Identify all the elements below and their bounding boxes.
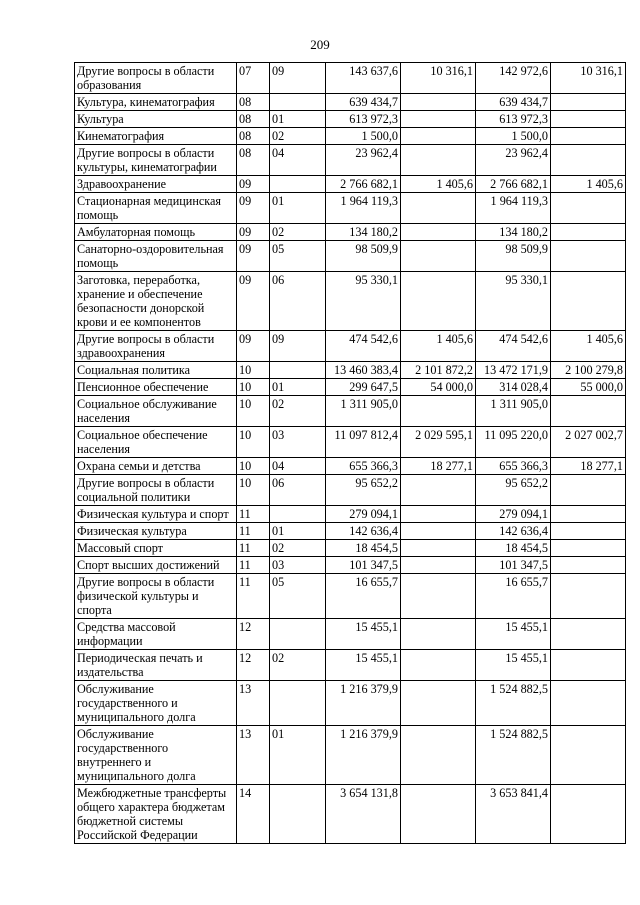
amount-col-4 bbox=[551, 557, 626, 574]
section-code: 10 bbox=[237, 379, 270, 396]
table-row bbox=[75, 557, 626, 574]
section-code: 12 bbox=[237, 619, 270, 650]
amount-col-1: 3 654 131,8 bbox=[326, 785, 401, 844]
subsection-code: 04 bbox=[270, 458, 326, 475]
amount-col-1: 639 434,7 bbox=[326, 94, 401, 111]
amount-col-2: 1 405,6 bbox=[401, 176, 476, 193]
table-row bbox=[75, 193, 626, 224]
section-code: 10 bbox=[237, 396, 270, 427]
section-code: 14 bbox=[237, 785, 270, 844]
amount-col-2 bbox=[401, 193, 476, 224]
amount-col-2: 2 101 872,2 bbox=[401, 362, 476, 379]
section-code: 08 bbox=[237, 128, 270, 145]
row-name: Другие вопросы в области культуры, кинематографии bbox=[75, 145, 237, 176]
row-name: Физическая культура и спорт bbox=[75, 506, 237, 523]
amount-col-3: 95 330,1 bbox=[476, 272, 551, 331]
amount-col-2 bbox=[401, 241, 476, 272]
amount-col-2 bbox=[401, 574, 476, 619]
amount-col-3: 1 311 905,0 bbox=[476, 396, 551, 427]
amount-col-3: 95 652,2 bbox=[476, 475, 551, 506]
section-code: 13 bbox=[237, 681, 270, 726]
amount-col-4 bbox=[551, 523, 626, 540]
amount-col-3: 3 653 841,4 bbox=[476, 785, 551, 844]
subsection-code: 01 bbox=[270, 111, 326, 128]
amount-col-1: 299 647,5 bbox=[326, 379, 401, 396]
subsection-code bbox=[270, 681, 326, 726]
amount-col-4 bbox=[551, 650, 626, 681]
page-number: 209 bbox=[310, 37, 330, 52]
amount-col-1: 23 962,4 bbox=[326, 145, 401, 176]
table-row bbox=[75, 681, 626, 726]
subsection-code: 01 bbox=[270, 193, 326, 224]
amount-col-2 bbox=[401, 540, 476, 557]
amount-col-3: 655 366,3 bbox=[476, 458, 551, 475]
table-row bbox=[75, 224, 626, 241]
row-name: Культура, кинематография bbox=[75, 94, 237, 111]
subsection-code: 06 bbox=[270, 475, 326, 506]
table-row bbox=[75, 523, 626, 540]
amount-col-1: 95 330,1 bbox=[326, 272, 401, 331]
amount-col-2 bbox=[401, 94, 476, 111]
amount-col-3: 15 455,1 bbox=[476, 650, 551, 681]
row-name: Межбюджетные трансферты общего характера бюджетам бюджетной системы Российской Федерации bbox=[75, 785, 237, 844]
amount-col-1: 1 964 119,3 bbox=[326, 193, 401, 224]
amount-col-2 bbox=[401, 785, 476, 844]
amount-col-2 bbox=[401, 111, 476, 128]
section-code: 09 bbox=[237, 224, 270, 241]
section-code: 09 bbox=[237, 331, 270, 362]
amount-col-4: 2 027 002,7 bbox=[551, 427, 626, 458]
subsection-code: 06 bbox=[270, 272, 326, 331]
amount-col-2 bbox=[401, 224, 476, 241]
amount-col-2 bbox=[401, 272, 476, 331]
table-row bbox=[75, 362, 626, 379]
row-name: Пенсионное обеспечение bbox=[75, 379, 237, 396]
amount-col-3: 639 434,7 bbox=[476, 94, 551, 111]
amount-col-2 bbox=[401, 128, 476, 145]
amount-col-4 bbox=[551, 540, 626, 557]
amount-col-3: 23 962,4 bbox=[476, 145, 551, 176]
section-code: 09 bbox=[237, 272, 270, 331]
amount-col-2 bbox=[401, 523, 476, 540]
amount-col-3: 1 524 882,5 bbox=[476, 726, 551, 785]
row-name: Другие вопросы в области здравоохранения bbox=[75, 331, 237, 362]
amount-col-2 bbox=[401, 396, 476, 427]
amount-col-4: 1 405,6 bbox=[551, 176, 626, 193]
amount-col-2: 2 029 595,1 bbox=[401, 427, 476, 458]
section-code: 09 bbox=[237, 241, 270, 272]
subsection-code: 02 bbox=[270, 224, 326, 241]
table-row bbox=[75, 396, 626, 427]
row-name: Другие вопросы в области физической культуры и спорта bbox=[75, 574, 237, 619]
amount-col-2 bbox=[401, 475, 476, 506]
row-name: Периодическая печать и издательства bbox=[75, 650, 237, 681]
amount-col-3: 474 542,6 bbox=[476, 331, 551, 362]
amount-col-1: 1 216 379,9 bbox=[326, 726, 401, 785]
amount-col-4 bbox=[551, 272, 626, 331]
amount-col-1: 1 311 905,0 bbox=[326, 396, 401, 427]
section-code: 11 bbox=[237, 557, 270, 574]
amount-col-3: 11 095 220,0 bbox=[476, 427, 551, 458]
table-row bbox=[75, 128, 626, 145]
amount-col-4 bbox=[551, 396, 626, 427]
amount-col-1: 101 347,5 bbox=[326, 557, 401, 574]
row-name: Массовый спорт bbox=[75, 540, 237, 557]
table-row bbox=[75, 331, 626, 362]
amount-col-3: 13 472 171,9 bbox=[476, 362, 551, 379]
amount-col-4 bbox=[551, 193, 626, 224]
subsection-code: 04 bbox=[270, 145, 326, 176]
subsection-code: 03 bbox=[270, 427, 326, 458]
amount-col-4: 2 100 279,8 bbox=[551, 362, 626, 379]
amount-col-3: 18 454,5 bbox=[476, 540, 551, 557]
amount-col-2 bbox=[401, 619, 476, 650]
amount-col-2: 10 316,1 bbox=[401, 63, 476, 94]
row-name: Средства массовой информации bbox=[75, 619, 237, 650]
row-name: Кинематография bbox=[75, 128, 237, 145]
amount-col-1: 13 460 383,4 bbox=[326, 362, 401, 379]
amount-col-3: 1 964 119,3 bbox=[476, 193, 551, 224]
table-row bbox=[75, 726, 626, 785]
table-row bbox=[75, 540, 626, 557]
section-code: 08 bbox=[237, 94, 270, 111]
table-row bbox=[75, 94, 626, 111]
subsection-code bbox=[270, 176, 326, 193]
subsection-code bbox=[270, 506, 326, 523]
amount-col-1: 11 097 812,4 bbox=[326, 427, 401, 458]
subsection-code: 05 bbox=[270, 241, 326, 272]
amount-col-1: 655 366,3 bbox=[326, 458, 401, 475]
amount-col-4 bbox=[551, 111, 626, 128]
section-code: 12 bbox=[237, 650, 270, 681]
section-code: 10 bbox=[237, 362, 270, 379]
subsection-code bbox=[270, 94, 326, 111]
section-code: 08 bbox=[237, 111, 270, 128]
subsection-code: 05 bbox=[270, 574, 326, 619]
subsection-code: 02 bbox=[270, 650, 326, 681]
table-row bbox=[75, 475, 626, 506]
amount-col-3: 1 500,0 bbox=[476, 128, 551, 145]
table-row bbox=[75, 458, 626, 475]
row-name: Стационарная медицинская помощь bbox=[75, 193, 237, 224]
section-code: 10 bbox=[237, 458, 270, 475]
row-name: Охрана семьи и детства bbox=[75, 458, 237, 475]
budget-table bbox=[74, 62, 626, 844]
row-name: Здравоохранение bbox=[75, 176, 237, 193]
amount-col-4 bbox=[551, 681, 626, 726]
amount-col-4 bbox=[551, 145, 626, 176]
row-name: Обслуживание государственного и муниципального долга bbox=[75, 681, 237, 726]
table-row bbox=[75, 506, 626, 523]
amount-col-1: 2 766 682,1 bbox=[326, 176, 401, 193]
amount-col-4 bbox=[551, 574, 626, 619]
amount-col-2 bbox=[401, 145, 476, 176]
amount-col-3: 279 094,1 bbox=[476, 506, 551, 523]
amount-col-1: 279 094,1 bbox=[326, 506, 401, 523]
row-name: Амбулаторная помощь bbox=[75, 224, 237, 241]
table-row bbox=[75, 619, 626, 650]
amount-col-4: 1 405,6 bbox=[551, 331, 626, 362]
section-code: 10 bbox=[237, 475, 270, 506]
row-name: Санаторно-оздоровительная помощь bbox=[75, 241, 237, 272]
row-name: Другие вопросы в области социальной политики bbox=[75, 475, 237, 506]
amount-col-2: 18 277,1 bbox=[401, 458, 476, 475]
section-code: 11 bbox=[237, 523, 270, 540]
row-name: Социальное обслуживание населения bbox=[75, 396, 237, 427]
section-code: 09 bbox=[237, 193, 270, 224]
amount-col-2 bbox=[401, 557, 476, 574]
section-code: 11 bbox=[237, 540, 270, 557]
amount-col-2 bbox=[401, 506, 476, 523]
section-code: 11 bbox=[237, 506, 270, 523]
row-name: Социальная политика bbox=[75, 362, 237, 379]
subsection-code: 02 bbox=[270, 128, 326, 145]
row-name: Культура bbox=[75, 111, 237, 128]
section-code: 09 bbox=[237, 176, 270, 193]
table-row bbox=[75, 427, 626, 458]
amount-col-2: 54 000,0 bbox=[401, 379, 476, 396]
amount-col-3: 613 972,3 bbox=[476, 111, 551, 128]
amount-col-4: 18 277,1 bbox=[551, 458, 626, 475]
amount-col-4 bbox=[551, 506, 626, 523]
amount-col-1: 143 637,6 bbox=[326, 63, 401, 94]
row-name: Другие вопросы в области образования bbox=[75, 63, 237, 94]
table-row bbox=[75, 145, 626, 176]
table-row bbox=[75, 63, 626, 94]
amount-col-1: 1 216 379,9 bbox=[326, 681, 401, 726]
amount-col-3: 142 972,6 bbox=[476, 63, 551, 94]
amount-col-4 bbox=[551, 224, 626, 241]
subsection-code bbox=[270, 619, 326, 650]
amount-col-3: 134 180,2 bbox=[476, 224, 551, 241]
amount-col-1: 18 454,5 bbox=[326, 540, 401, 557]
amount-col-3: 101 347,5 bbox=[476, 557, 551, 574]
subsection-code: 01 bbox=[270, 523, 326, 540]
amount-col-1: 98 509,9 bbox=[326, 241, 401, 272]
row-name: Заготовка, переработка, хранение и обеспечение безопасности донорской крови и ее компонентов bbox=[75, 272, 237, 331]
subsection-code: 09 bbox=[270, 63, 326, 94]
subsection-code bbox=[270, 362, 326, 379]
table-row bbox=[75, 785, 626, 844]
section-code: 07 bbox=[237, 63, 270, 94]
amount-col-2 bbox=[401, 726, 476, 785]
row-name: Физическая культура bbox=[75, 523, 237, 540]
amount-col-2 bbox=[401, 681, 476, 726]
amount-col-4 bbox=[551, 94, 626, 111]
subsection-code: 02 bbox=[270, 396, 326, 427]
amount-col-1: 142 636,4 bbox=[326, 523, 401, 540]
amount-col-1: 474 542,6 bbox=[326, 331, 401, 362]
amount-col-3: 16 655,7 bbox=[476, 574, 551, 619]
subsection-code: 01 bbox=[270, 379, 326, 396]
amount-col-2: 1 405,6 bbox=[401, 331, 476, 362]
subsection-code: 09 bbox=[270, 331, 326, 362]
amount-col-1: 1 500,0 bbox=[326, 128, 401, 145]
amount-col-3: 314 028,4 bbox=[476, 379, 551, 396]
amount-col-3: 1 524 882,5 bbox=[476, 681, 551, 726]
amount-col-1: 95 652,2 bbox=[326, 475, 401, 506]
subsection-code: 02 bbox=[270, 540, 326, 557]
table-row bbox=[75, 272, 626, 331]
row-name: Социальное обеспечение населения bbox=[75, 427, 237, 458]
subsection-code: 01 bbox=[270, 726, 326, 785]
amount-col-4: 10 316,1 bbox=[551, 63, 626, 94]
amount-col-4 bbox=[551, 241, 626, 272]
amount-col-1: 613 972,3 bbox=[326, 111, 401, 128]
table-row bbox=[75, 379, 626, 396]
amount-col-2 bbox=[401, 650, 476, 681]
amount-col-1: 15 455,1 bbox=[326, 619, 401, 650]
amount-col-3: 142 636,4 bbox=[476, 523, 551, 540]
amount-col-4: 55 000,0 bbox=[551, 379, 626, 396]
table-row bbox=[75, 111, 626, 128]
amount-col-1: 134 180,2 bbox=[326, 224, 401, 241]
table-row bbox=[75, 176, 626, 193]
amount-col-3: 98 509,9 bbox=[476, 241, 551, 272]
amount-col-1: 16 655,7 bbox=[326, 574, 401, 619]
subsection-code: 03 bbox=[270, 557, 326, 574]
amount-col-4 bbox=[551, 475, 626, 506]
amount-col-1: 15 455,1 bbox=[326, 650, 401, 681]
amount-col-4 bbox=[551, 128, 626, 145]
section-code: 11 bbox=[237, 574, 270, 619]
amount-col-3: 15 455,1 bbox=[476, 619, 551, 650]
subsection-code bbox=[270, 785, 326, 844]
row-name: Спорт высших достижений bbox=[75, 557, 237, 574]
amount-col-4 bbox=[551, 726, 626, 785]
amount-col-3: 2 766 682,1 bbox=[476, 176, 551, 193]
table-row bbox=[75, 241, 626, 272]
row-name: Обслуживание государственного внутреннего и муниципального долга bbox=[75, 726, 237, 785]
section-code: 13 bbox=[237, 726, 270, 785]
section-code: 08 bbox=[237, 145, 270, 176]
table-row bbox=[75, 574, 626, 619]
section-code: 10 bbox=[237, 427, 270, 458]
table-row bbox=[75, 650, 626, 681]
amount-col-4 bbox=[551, 619, 626, 650]
amount-col-4 bbox=[551, 785, 626, 844]
